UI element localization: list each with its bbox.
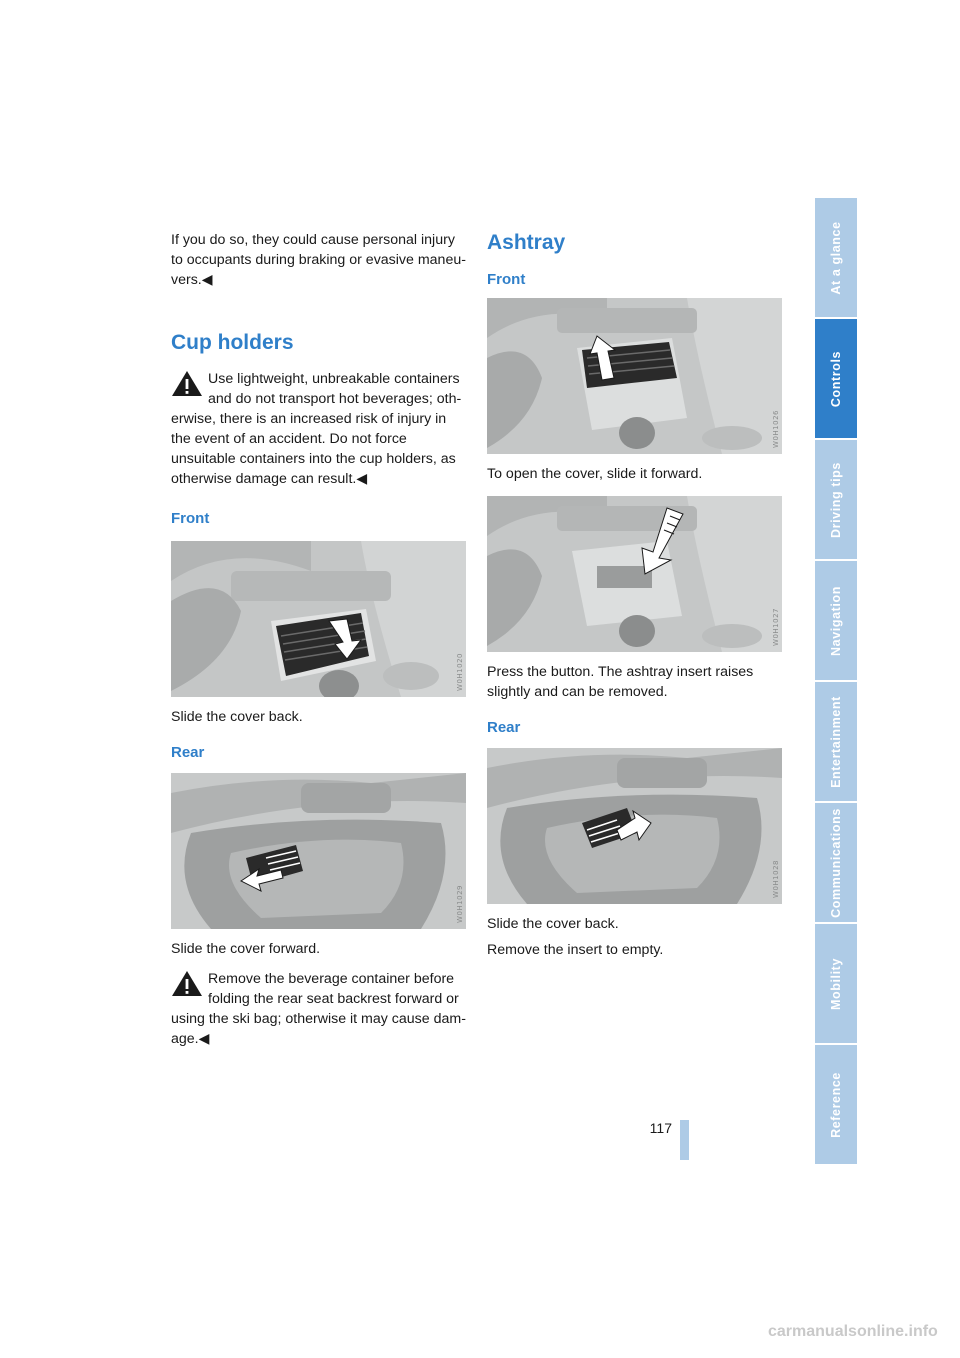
tab-navigation[interactable]: Navigation	[815, 561, 857, 680]
cup-holder-rear-figure	[171, 773, 466, 929]
ashtray-front-heading: Front	[487, 271, 526, 288]
cup-front-caption: Slide the cover back.	[171, 709, 303, 725]
tab-mobility[interactable]: Mobility	[815, 924, 857, 1043]
cup-front-heading: Front	[171, 510, 210, 527]
cup-rear-caption: Slide the cover forward.	[171, 941, 321, 957]
right-column	[487, 230, 782, 960]
page-number: 117	[649, 1120, 672, 1136]
tab-reference[interactable]: Reference	[815, 1045, 857, 1164]
tab-controls[interactable]: Controls	[815, 319, 857, 438]
warning-block	[171, 369, 466, 489]
figure-code: W0H1028	[772, 860, 780, 898]
cup-holder-front-figure	[171, 541, 466, 697]
tab-at-a-glance[interactable]: At a glance	[815, 198, 857, 317]
warning-icon	[171, 369, 203, 397]
figure-code: W0H1026	[772, 410, 780, 448]
ashtray-front-figure-1	[487, 298, 782, 454]
ashtray-rear-caption-2: Remove the insert to empty.	[487, 942, 664, 958]
warning-text: Use lightweight, unbreakable containers and do not transport hot beverages; oth-erwise, there is an increased risk of injury in the event of an accident. Do not force unsuitable containers into the cup holders, as otherwise damage can result.◀	[171, 371, 462, 487]
footer-watermark: carmanualsonline.info	[768, 1323, 938, 1340]
ashtray-rear-heading: Rear	[487, 719, 521, 736]
chapter-tabs	[815, 198, 857, 1166]
figure-code: W0H1020	[456, 653, 464, 691]
ashtray-rear-figure	[487, 748, 782, 904]
warning-text: Remove the beverage container before folding the rear seat backrest forward or using the ski bag; otherwise it may cause dam-age.◀	[171, 971, 466, 1047]
tab-communications[interactable]: Communications	[815, 803, 857, 922]
cup-holders-heading: Cup holders	[171, 331, 294, 354]
tab-driving-tips[interactable]: Driving tips	[815, 440, 857, 559]
figure-code: W0H1029	[456, 885, 464, 923]
left-column	[171, 230, 466, 1049]
figure-code: W0H1027	[772, 608, 780, 646]
ashtray-rear-caption-1: Slide the cover back.	[487, 916, 619, 932]
warning-icon	[171, 969, 203, 997]
tab-entertainment[interactable]: Entertainment	[815, 682, 857, 801]
intro-paragraph: If you do so, they could cause personal injury to occupants during braking or evasive maneu-vers.◀	[171, 232, 466, 288]
ashtray-front-figure-2	[487, 496, 782, 652]
ashtray-heading: Ashtray	[487, 231, 566, 254]
warning-block	[171, 969, 466, 1049]
cup-rear-heading: Rear	[171, 744, 205, 761]
ashtray-front-caption-1: To open the cover, slide it forward.	[487, 466, 703, 482]
ashtray-front-caption-2: Press the button. The ashtray insert raises slightly and can be removed.	[487, 664, 754, 700]
page-number-bar	[680, 1120, 689, 1160]
